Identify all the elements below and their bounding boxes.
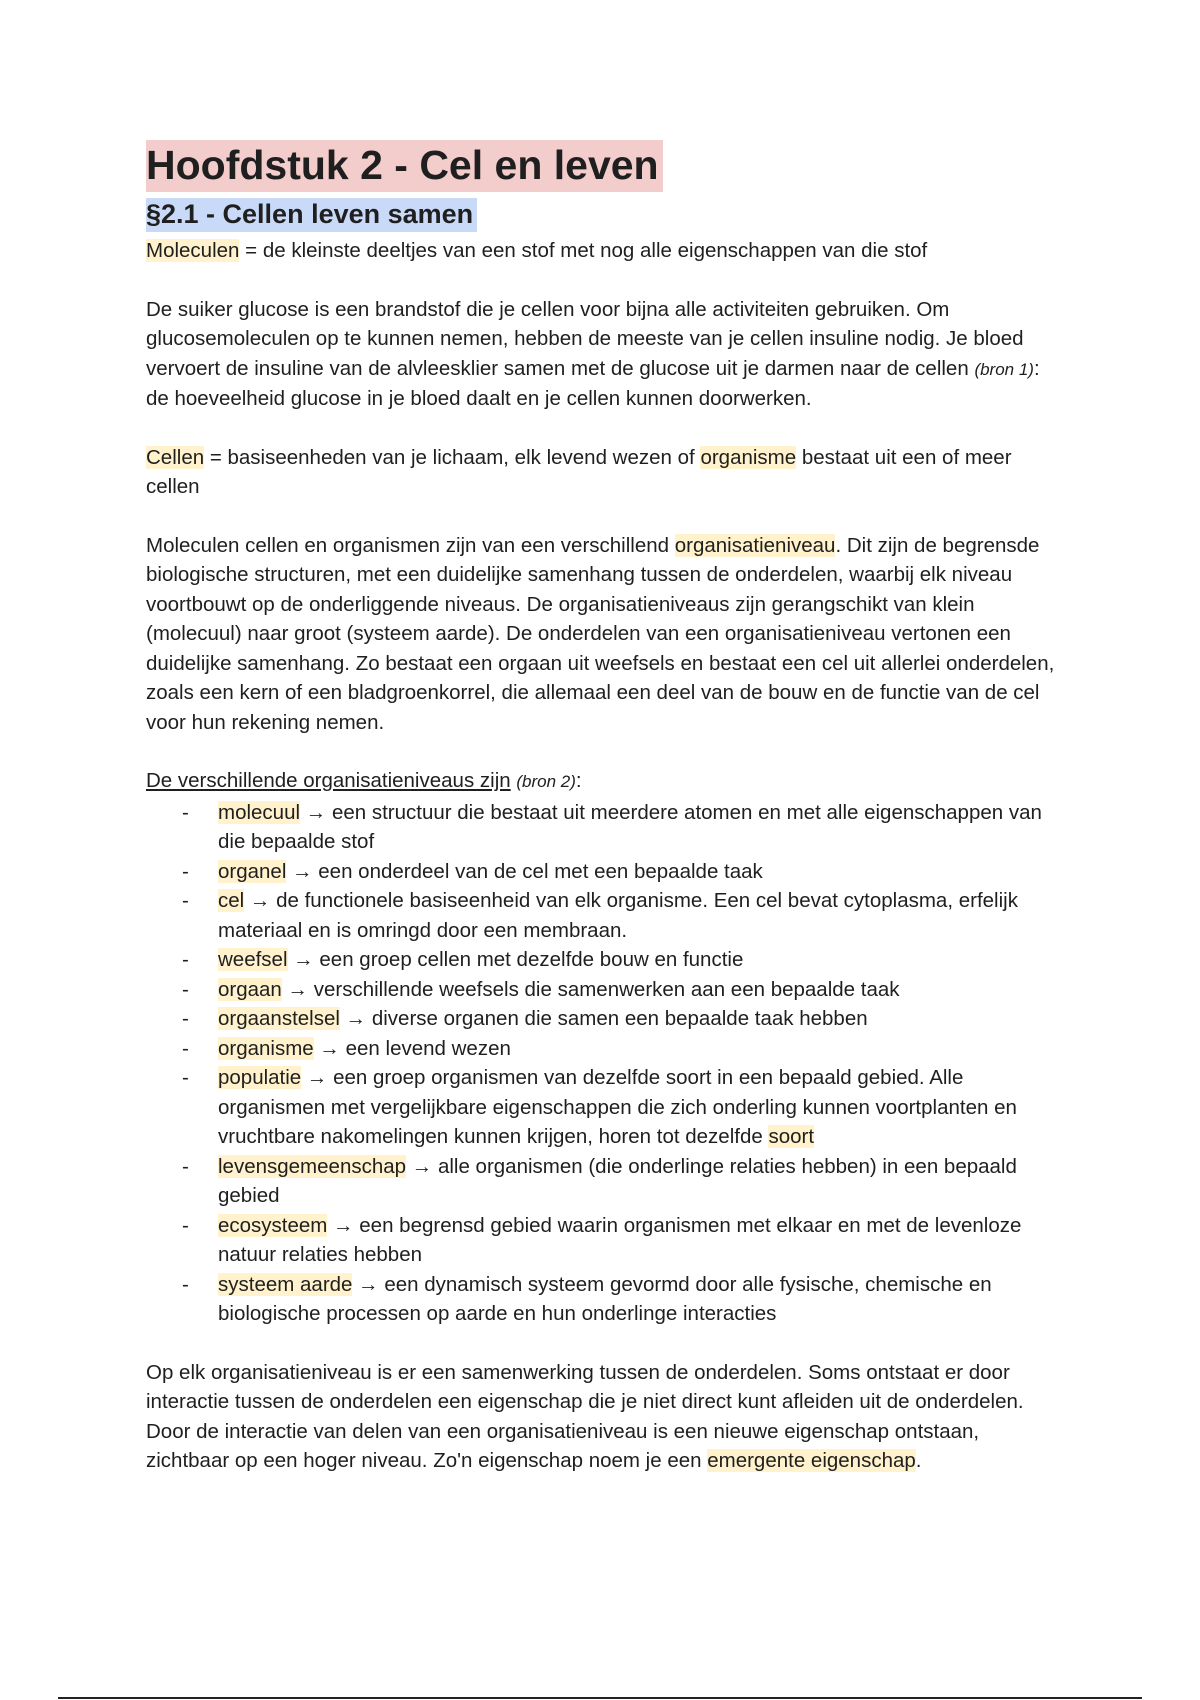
term-highlight: orgaanstelsel [218, 1007, 340, 1030]
bullet-dash: - [182, 1154, 189, 1178]
definition-molecules [146, 236, 1066, 266]
list-item-text: → een levend wezen [313, 1036, 511, 1060]
paragraph-text: Moleculen cellen en organismen zijn van een verschillend [146, 533, 675, 557]
list-item [146, 1270, 1066, 1329]
bullet-dash: - [182, 1272, 189, 1296]
page-divider [58, 1697, 1142, 1699]
list-item [146, 1211, 1066, 1270]
list-item [146, 1063, 1066, 1152]
levels-list [146, 798, 1066, 1329]
term-highlight: Moleculen [146, 239, 240, 262]
bullet-dash: - [182, 948, 189, 971]
paragraph-text: De suiker glucose is een brandstof die je cellen voor bijna alle activiteiten gebruiken. Om glucosemoleculen op te kunnen nemen, hebben de meeste van je cellen insuline nodig. Je bloed vervoert de insuline van de alvleesklier samen met de glucose uit je darmen naar de cellen [146, 297, 1024, 380]
list-item-text: → een groep cellen met dezelfde bouw en functie [287, 948, 744, 971]
document-page [146, 140, 1066, 1505]
list-item-text: → een structuur die bestaat uit meerdere atomen en met alle eigenschappen van die bepaalde stof [218, 800, 1042, 853]
term-highlight: molecuul [218, 800, 301, 824]
term-highlight: organisme [700, 445, 797, 469]
chapter-title: Hoofdstuk 2 - Cel en leven [146, 140, 663, 192]
list-item [146, 857, 1066, 887]
paragraph-organisation-levels [146, 531, 1066, 738]
term-highlight: populatie [218, 1066, 302, 1089]
bullet-dash: - [182, 889, 189, 912]
list-item [146, 886, 1066, 945]
levels-heading-colon: : [575, 769, 582, 792]
list-item-text: → een onderdeel van de cel met een bepaalde taak [286, 859, 763, 883]
list-item-text: → een begrensd gebied waarin organismen met elkaar en met de levenloze natuur relaties hebben [218, 1213, 1022, 1266]
definition-text: = basiseenheden van je lichaam, elk levend wezen of [204, 445, 701, 469]
bullet-dash: - [182, 800, 189, 824]
term-highlight: emergente eigenschap [707, 1449, 916, 1472]
term-highlight: soort [768, 1125, 815, 1148]
term-highlight: cel [218, 889, 245, 912]
list-item-text: → alle organismen (die onderlinge relaties hebben) in een bepaald gebied [218, 1154, 1017, 1207]
term-highlight: organisatieniveau [674, 533, 836, 557]
list-item [146, 1152, 1066, 1211]
term-highlight: Cellen [146, 445, 205, 469]
bullet-dash: - [182, 977, 189, 1001]
term-highlight: weefsel [218, 948, 288, 971]
source-reference: (bron 2) [516, 772, 576, 791]
paragraph-text: : de hoeveelheid glucose in je bloed daalt en je cellen kunnen doorwerken. [146, 356, 1040, 410]
section-title: §2.1 - Cellen leven samen [146, 198, 477, 232]
paragraph-emergent [146, 1358, 1066, 1476]
list-item [146, 945, 1066, 975]
list-item-text: → een groep organismen van dezelfde soort in een bepaald gebied. Alle organismen met vergelijkbare eigenschappen die zich onderling kunnen voortplanten en vruchtbare nakomelingen kunnen krijgen, horen tot dezelfde [218, 1066, 1017, 1148]
paragraph-text: Op elk organisatieniveau is er een samenwerking tussen de onderdelen. Soms ontstaat er door interactie tussen de onderdelen een eigenschap die je niet direct kunt afleiden uit de onderdelen. Door de interactie van delen van een organisatieniveau is een nieuwe eigenschap ontstaan, zichtbaar op een hoger niveau. Zo'n eigenschap noem je een [146, 1360, 1024, 1472]
list-item-text: → een dynamisch systeem gevormd door alle fysische, chemische en biologische processen op aarde en hun onderlinge interacties [218, 1272, 992, 1325]
paragraph-glucose [146, 295, 1066, 414]
term-highlight: orgaan [218, 977, 282, 1001]
definition-text: = de kleinste deeltjes van een stof met nog alle eigenschappen van die stof [239, 239, 928, 262]
definition-text: bestaat uit een of meer cellen [146, 445, 1012, 498]
list-item [146, 1004, 1066, 1034]
paragraph-end: . [915, 1449, 922, 1472]
list-item [146, 975, 1066, 1005]
term-highlight: ecosysteem [218, 1213, 328, 1237]
bullet-dash: - [182, 1213, 189, 1237]
term-highlight: organisme [218, 1036, 314, 1060]
term-highlight: levensgemeenschap [218, 1154, 407, 1178]
levels-heading-text: De verschillende organisatieniveaus zijn [146, 769, 511, 792]
list-item [146, 1034, 1066, 1064]
bullet-dash: - [182, 1036, 189, 1060]
bullet-dash: - [182, 1066, 189, 1089]
bullet-dash: - [182, 859, 189, 883]
term-highlight: systeem aarde [218, 1272, 353, 1296]
list-item-text: → verschillende weefsels die samenwerken aan een bepaalde taak [281, 977, 900, 1001]
levels-heading [146, 766, 1066, 797]
list-item-text: → de functionele basiseenheid van elk organisme. Een cel bevat cytoplasma, erfelijk materiaal en is omringd door een membraan. [218, 889, 1018, 942]
list-item-text: → diverse organen die samen een bepaalde taak hebben [339, 1007, 868, 1030]
bullet-dash: - [182, 1007, 189, 1030]
source-reference: (bron 1) [974, 359, 1034, 379]
paragraph-text: . Dit zijn de begrensde biologische structuren, met een duidelijke samenhang tussen de onderdelen, waarbij elk niveau voortbouwt op de onderliggende niveaus. De organisatieniveaus zijn gerangschikt van klein (molecuul) naar groot (systeem aarde). De onderdelen van een organisatieniveau vertonen een duidelijke samenhang. Zo bestaat een orgaan uit weefsels en bestaat een cel uit allerlei onderdelen, zoals een kern of een bladgroenkorrel, die allemaal een deel van de bouw en de functie van de cel voor hun rekening nemen. [146, 533, 1055, 734]
term-highlight: organel [218, 859, 287, 883]
definition-cells [146, 443, 1066, 502]
list-item [146, 798, 1066, 857]
